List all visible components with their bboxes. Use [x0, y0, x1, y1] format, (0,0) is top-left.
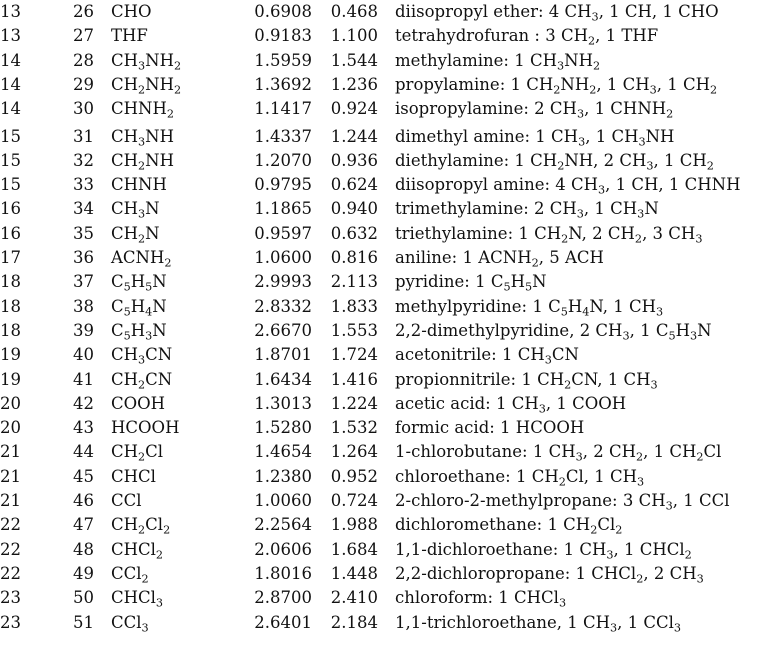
main-group-number: 22: [0, 563, 21, 583]
group-name: $C_5H_3N$: [111, 320, 167, 343]
group-name: CCl: [111, 491, 142, 510]
subgroup-number: 34: [73, 199, 94, 219]
group-name: $CH_3NH_2$: [111, 50, 182, 73]
example-text: 2,2-dimethylpyridine, 2 $CH_3$, 1 $C_5H_3N$: [395, 320, 712, 343]
main-group-number: 14: [0, 50, 21, 70]
subgroup-number: 50: [73, 588, 94, 608]
main-group-number: 23: [0, 588, 21, 608]
main-group-number: 15: [0, 126, 21, 146]
group-name: HCOOH: [111, 418, 180, 438]
group-name: CHCl$_2$: [111, 539, 164, 562]
table-row: [0, 125, 775, 149]
subgroup-number: 42: [73, 393, 94, 413]
example-text: trimethylamine: 2 $CH_3$, 1 $CH_3N$: [395, 199, 659, 221]
main-group-number: 22: [0, 515, 21, 535]
main-group-number: 18: [0, 296, 21, 316]
subgroup-number: 32: [73, 150, 94, 170]
example-text: dichloromethane: 1 $CH_2Cl_2$: [395, 515, 623, 537]
example-text: 1-chlorobutane: 1 $CH_3$, 2 $CH_2$, 1 $CH_2Cl$: [395, 442, 722, 464]
table-row: [0, 392, 775, 416]
group-name: $CH_3N$: [111, 199, 160, 221]
r-value: 0.9795: [254, 175, 312, 195]
subgroup-number: 29: [73, 74, 94, 94]
example-text: pyridine: 1 $C_5H_5N$: [395, 272, 547, 294]
q-value: 0.936: [330, 150, 378, 170]
table-row: [0, 197, 775, 221]
table-row: [0, 440, 775, 464]
group-name: $ACNH_2$: [111, 248, 172, 270]
q-value: 1.724: [330, 345, 378, 365]
r-value: 1.4337: [254, 126, 312, 146]
example-text: diisopropyl ether: 4 $CH_3$, 1 CH, 1 CHO: [395, 2, 719, 24]
q-value: 2.410: [330, 588, 378, 608]
q-value: 0.924: [330, 99, 378, 119]
r-value: 1.4654: [254, 442, 312, 462]
subgroup-number: 49: [73, 563, 94, 583]
main-group-number: 14: [0, 74, 21, 94]
group-name: $CH_3CN$: [111, 345, 173, 367]
table-row: [0, 246, 775, 270]
table-row: [0, 465, 775, 489]
example-text: acetonitrile: 1 $CH_3CN$: [395, 345, 579, 367]
group-name: $CH_2NH$: [111, 150, 174, 173]
table-row: [0, 222, 775, 246]
group-name: CHNH: [111, 175, 167, 195]
r-value: 0.9183: [254, 26, 312, 46]
group-name: COOH: [111, 393, 166, 413]
r-value: 1.1417: [254, 99, 312, 119]
example-text: isopropylamine: 2 $CH_3$, 1 $CHNH_2$: [395, 99, 674, 121]
q-value: 1.448: [330, 563, 378, 583]
q-value: 0.468: [330, 2, 378, 21]
table-row: [0, 343, 775, 367]
example-text: dimethyl amine: 1 $CH_3$, 1 $CH_3NH$: [395, 126, 675, 149]
r-value: 1.0060: [254, 491, 312, 510]
group-name: CHCl$_3$: [111, 588, 164, 610]
subgroup-number: 33: [73, 175, 94, 195]
table-row: [0, 0, 775, 24]
r-value: 2.6670: [254, 320, 312, 340]
main-group-number: 16: [0, 199, 21, 219]
table-row: [0, 416, 775, 440]
subgroup-number: 35: [73, 223, 94, 243]
group-name: $C_5H_5N$: [111, 272, 167, 294]
q-value: 1.532: [330, 418, 378, 438]
subgroup-number: 37: [73, 272, 94, 292]
main-group-number: 13: [0, 26, 21, 46]
q-value: 0.624: [330, 175, 378, 195]
subgroup-number: 38: [73, 296, 94, 316]
table-row: [0, 562, 775, 586]
example-text: 2,2-dichloropropane: 1 CHCl$_2$, 2 $CH_3$: [395, 563, 704, 586]
r-value: 2.8332: [254, 296, 312, 316]
r-value: 1.2380: [254, 466, 312, 486]
r-value: 2.9993: [254, 272, 312, 292]
subgroup-number: 45: [73, 466, 94, 486]
subgroup-number: 41: [73, 369, 94, 389]
r-value: 1.0600: [254, 248, 312, 267]
main-group-number: 19: [0, 345, 21, 365]
group-name: $CH_3NH$: [111, 126, 174, 149]
example-text: chloroform: 1 CHCl$_3$: [395, 588, 567, 610]
q-value: 2.113: [330, 272, 378, 292]
q-value: 1.988: [330, 515, 378, 535]
main-group-number: 21: [0, 466, 21, 486]
r-value: 1.1865: [254, 199, 312, 219]
example-text: chloroethane: 1 $CH_2Cl$, 1 $CH_3$: [395, 466, 645, 489]
table-row: [0, 97, 775, 121]
r-value: 1.5959: [254, 50, 312, 70]
table-row: [0, 319, 775, 343]
table-row: [0, 24, 775, 48]
main-group-number: 20: [0, 393, 21, 413]
table-row: [0, 49, 775, 73]
subgroup-number: 46: [73, 491, 94, 510]
table-row: [0, 270, 775, 294]
group-name: $CH_2Cl$: [111, 442, 164, 464]
table-row: [0, 173, 775, 197]
r-value: 0.9597: [254, 223, 312, 243]
q-value: 1.416: [330, 369, 378, 389]
q-value: 2.184: [330, 612, 378, 632]
main-group-number: 15: [0, 175, 21, 195]
example-text: 1,1-dichloroethane: 1 $CH_3$, 1 CHCl$_2$: [395, 539, 692, 562]
group-name: CHCl: [111, 466, 156, 486]
example-text: diisopropyl amine: 4 $CH_3$, 1 CH, 1 CHNH: [395, 175, 741, 197]
table-row: [0, 538, 775, 562]
example-text: propionnitrile: 1 $CH_2CN$, 1 $CH_3$: [395, 369, 658, 392]
q-value: 1.553: [330, 320, 378, 340]
subgroup-number: 44: [73, 442, 94, 462]
group-name: CHO: [111, 2, 152, 21]
main-group-number: 17: [0, 248, 21, 267]
table-row: [0, 73, 775, 97]
subgroup-number: 51: [73, 612, 94, 632]
example-text: methylamine: 1 $CH_3NH_2$: [395, 50, 601, 73]
subgroup-number: 31: [73, 126, 94, 146]
q-value: 1.264: [330, 442, 378, 462]
table-row: [0, 489, 775, 513]
subgroup-number: 39: [73, 320, 94, 340]
group-name: $CH_2N$: [111, 223, 160, 246]
group-name: $CH_2Cl_2$: [111, 515, 171, 537]
subgroup-number: 48: [73, 539, 94, 559]
main-group-number: 23: [0, 612, 21, 632]
subgroup-number: 36: [73, 248, 94, 267]
table-row: [0, 368, 775, 392]
group-name: CCl$_2$: [111, 563, 149, 586]
example-text: aniline: 1 $ACNH_2$, 5 ACH: [395, 248, 604, 270]
main-group-number: 19: [0, 369, 21, 389]
subgroup-number: 47: [73, 515, 94, 535]
r-value: 2.2564: [254, 515, 312, 535]
example-text: 2-chloro-2-methylpropane: 3 $CH_3$, 1 CCl: [395, 491, 730, 513]
table-row: [0, 586, 775, 610]
q-value: 1.684: [330, 539, 378, 559]
table-row: [0, 149, 775, 173]
subgroup-number: 26: [73, 2, 94, 21]
r-value: 1.8016: [254, 563, 312, 583]
group-name: THF: [111, 26, 148, 46]
q-value: 1.833: [330, 296, 378, 316]
main-group-number: 21: [0, 491, 21, 510]
example-text: acetic acid: 1 $CH_3$, 1 COOH: [395, 393, 627, 416]
subgroup-number: 27: [73, 26, 94, 46]
subgroup-number: 43: [73, 418, 94, 438]
r-value: 0.6908: [254, 2, 312, 21]
group-name: $CH_2CN$: [111, 369, 173, 392]
q-value: 0.952: [330, 466, 378, 486]
example-text: formic acid: 1 HCOOH: [395, 418, 585, 438]
q-value: 1.236: [330, 74, 378, 94]
group-name: $CHNH_2$: [111, 99, 174, 121]
r-value: 1.3692: [254, 74, 312, 94]
r-value: 1.6434: [254, 369, 312, 389]
r-value: 1.8701: [254, 345, 312, 365]
main-group-number: 16: [0, 223, 21, 243]
main-group-number: 15: [0, 150, 21, 170]
example-text: tetrahydrofuran : 3 $CH_2$, 1 THF: [395, 26, 659, 48]
r-value: 1.3013: [254, 393, 312, 413]
example-text: propylamine: 1 $CH_2NH_2$, 1 $CH_3$, 1 $CH_2$: [395, 74, 718, 97]
group-name: CCl$_3$: [111, 612, 149, 635]
main-group-number: 22: [0, 539, 21, 559]
group-name: $C_5H_4N$: [111, 296, 167, 319]
q-value: 0.940: [330, 199, 378, 219]
r-value: 2.0606: [254, 539, 312, 559]
q-value: 0.816: [330, 248, 378, 267]
main-group-number: 21: [0, 442, 21, 462]
example-text: triethylamine: 1 $CH_2N$, 2 $CH_2$, 3 $CH_3$: [395, 223, 703, 246]
r-value: 1.5280: [254, 418, 312, 438]
subgroup-number: 28: [73, 50, 94, 70]
q-value: 1.100: [330, 26, 378, 46]
main-group-number: 13: [0, 2, 21, 21]
table-row: [0, 295, 775, 319]
subgroup-number: 40: [73, 345, 94, 365]
q-value: 1.224: [330, 393, 378, 413]
subgroup-number: 30: [73, 99, 94, 119]
q-value: 1.244: [330, 126, 378, 146]
main-group-number: 18: [0, 272, 21, 292]
example-text: diethylamine: 1 $CH_2NH$, 2 $CH_3$, 1 $CH_2$: [395, 150, 714, 173]
main-group-number: 18: [0, 320, 21, 340]
table-row: [0, 513, 775, 537]
main-group-number: 14: [0, 99, 21, 119]
q-value: 0.724: [330, 491, 378, 510]
example-text: methylpyridine: 1 $C_5H_4N$, 1 $CH_3$: [395, 296, 664, 319]
r-value: 1.2070: [254, 150, 312, 170]
table-row: [0, 611, 775, 635]
q-value: 1.544: [330, 50, 378, 70]
main-group-number: 20: [0, 418, 21, 438]
q-value: 0.632: [330, 223, 378, 243]
r-value: 2.6401: [254, 612, 312, 632]
r-value: 2.8700: [254, 588, 312, 608]
group-name: $CH_2NH_2$: [111, 74, 182, 97]
example-text: 1,1-trichloroethane, 1 $CH_3$, 1 CCl$_3$: [395, 612, 682, 635]
